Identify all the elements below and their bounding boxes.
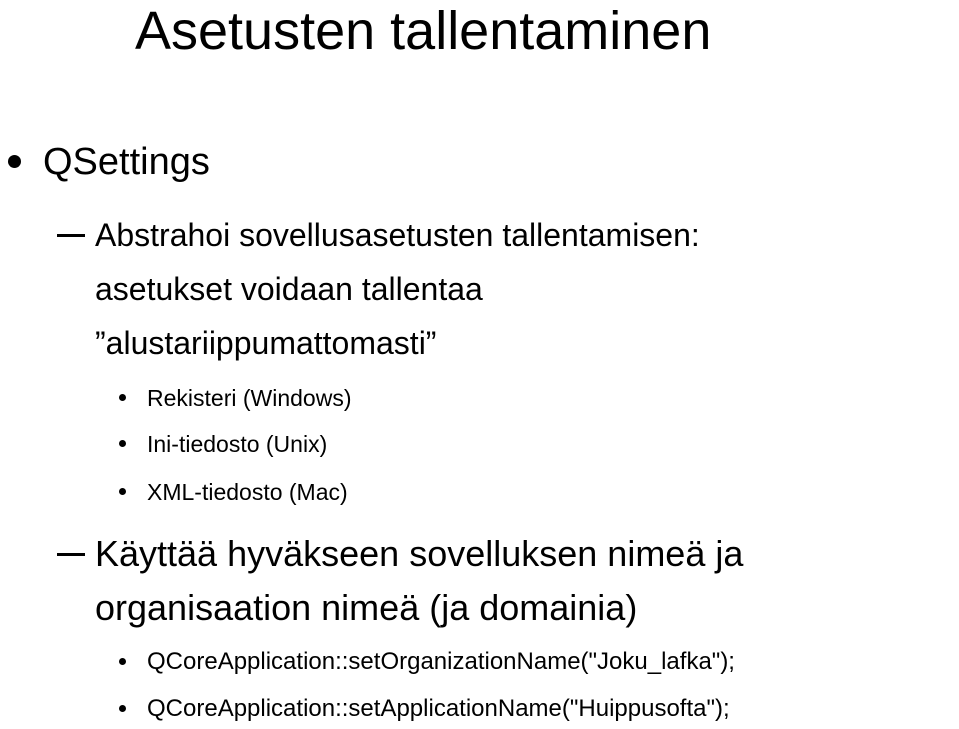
list-item-set-application: QCoreApplication::setApplicationName("Huippusofta"); bbox=[147, 695, 730, 722]
bullet-dot-icon bbox=[119, 658, 126, 665]
sub-point-2-line-2: organisaation nimeä (ja domainia) bbox=[95, 587, 638, 628]
list-item-xml: XML-tiedosto (Mac) bbox=[147, 479, 348, 505]
bullet-dot-icon bbox=[119, 488, 126, 495]
sub-point-1-line-3: ”alustariippumattomasti” bbox=[95, 325, 437, 361]
list-item-set-organization: QCoreApplication::setOrganizationName("Joku_lafka"); bbox=[147, 648, 735, 675]
dash-icon bbox=[57, 553, 85, 556]
sub-point-1-line-1: Abstrahoi sovellusasetusten tallentamisen: bbox=[95, 217, 700, 253]
dash-icon bbox=[57, 234, 85, 237]
bullet-qsettings: QSettings bbox=[43, 141, 210, 183]
bullet-dot-icon bbox=[119, 440, 126, 447]
list-item-registry: Rekisteri (Windows) bbox=[147, 385, 352, 411]
slide-title: Asetusten tallentaminen bbox=[135, 1, 712, 61]
bullet-dot-icon bbox=[119, 394, 126, 401]
bullet-dot-icon bbox=[8, 155, 21, 168]
bullet-dot-icon bbox=[119, 705, 126, 712]
sub-point-2-line-1: Käyttää hyväkseen sovelluksen nimeä ja bbox=[95, 533, 744, 574]
list-item-ini: Ini-tiedosto (Unix) bbox=[147, 431, 328, 457]
sub-point-1-line-2: asetukset voidaan tallentaa bbox=[95, 271, 483, 307]
